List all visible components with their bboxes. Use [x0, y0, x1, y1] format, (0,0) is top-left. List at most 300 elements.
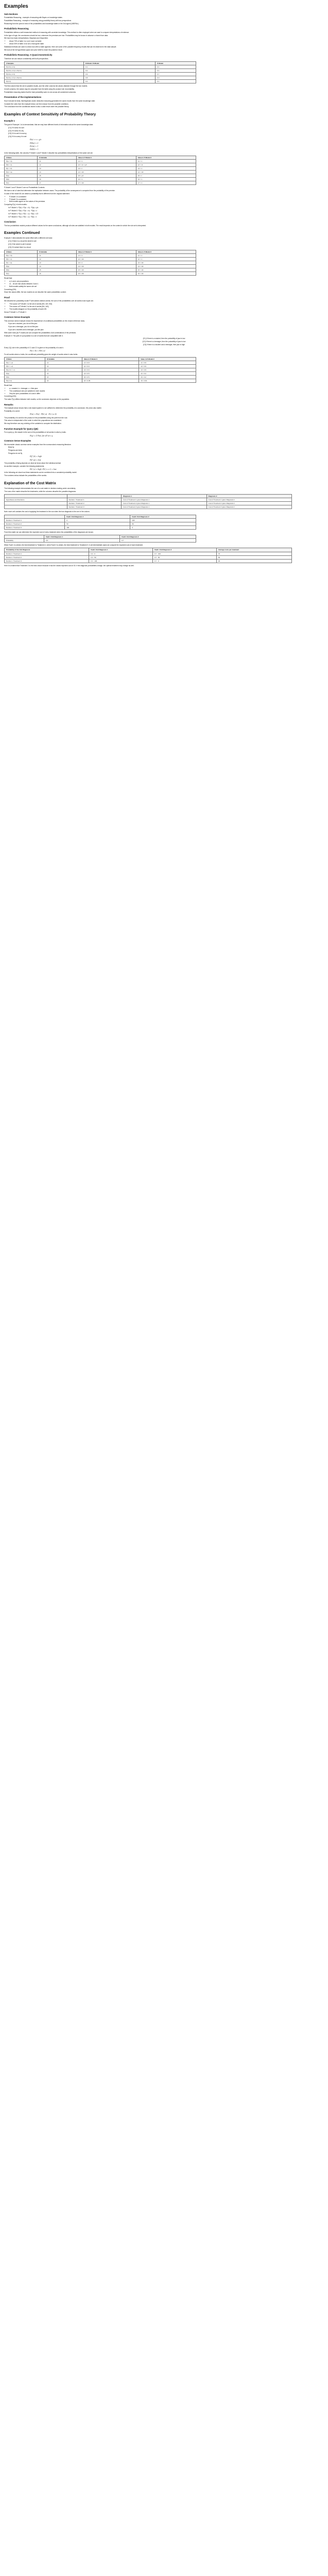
table-cell: 100 — [65, 526, 130, 529]
table-cell: 0.1 — [84, 65, 156, 69]
paragraph: We may therefore use any ordering of the variables to compute the distribution. — [4, 422, 62, 425]
table-row — [5, 163, 196, 167]
table-header-cell: Fault / Unit Diagnosis 1 — [89, 548, 153, 552]
table-cell: Hypotheses and Decisions — [5, 498, 67, 502]
list-item: • Only the prior probabilities of a and b differ — [9, 393, 324, 395]
table-cell: x6 — [38, 272, 76, 276]
rule-line: Birds fly — [8, 446, 14, 449]
paragraph: The probability of flying depends on what we know about the individual animal. — [4, 462, 61, 464]
rule-line: {C2} If the street is wet it rained — [8, 243, 31, 245]
list-item: • a = student, b = teenager, c = likes jazz — [9, 387, 324, 389]
list-item: • Both models satisfy the same rule set — [9, 285, 324, 287]
table-cell: Decision / Treatment 2 — [5, 522, 65, 526]
paragraph: Probabilistic defines a well researched method of reasoning with uncertain knowledge. This method is often employed when we want to compare interpretations of evidence. — [4, 31, 130, 33]
table-cell: Decision / Treatment 1 — [5, 518, 65, 522]
example-3-section — [4, 316, 324, 401]
list-item: • The models disagree on the probability of world W1 — [9, 308, 324, 310]
table-row — [5, 505, 292, 509]
paragraph: Recall that: — [4, 384, 12, 387]
table-cell: P(b ⇒ ¬c) — [5, 364, 45, 368]
table-cell: Decision / Treatment 1 — [67, 498, 122, 502]
table-cell — [5, 505, 67, 509]
paragraph: Since the values differ, the two models do not describe the same probabilistic context. — [4, 291, 66, 294]
formula: P(b|a) = 0 — [30, 142, 39, 144]
table-row — [5, 160, 196, 163]
table-cell: 70 — [216, 552, 291, 555]
table-cell: x2 — [38, 163, 76, 167]
implementations-heading: Presentation of the implementations — [4, 96, 42, 99]
table-cell: x6 — [38, 178, 76, 181]
table-cell: P(c) — [5, 272, 38, 276]
table-cell: Decision / Treatment 3 — [5, 526, 65, 529]
table-cell: x6 = 1 — [136, 178, 196, 181]
paragraph: Here it is evident that Treatment 3 is the best choice because it has the lowest expected cost of 30. If the diagnosis probabilities change, the optimal treatment may change as well. — [4, 564, 134, 567]
formula: P(a ⇒ b) = P(b | a) — [30, 350, 45, 352]
table-cell: 0 — [65, 518, 130, 522]
probabilistic-section — [4, 27, 324, 93]
table-cell: x2 — [45, 364, 82, 368]
list-item: • P-Model 2 is consistent — [9, 198, 324, 200]
list-item: • About 30% of table 4 not um a most given state — [9, 43, 324, 45]
table-cell: x4 = 1/2 — [76, 171, 136, 174]
table-cell: 0.1 — [156, 69, 196, 73]
rule-line: {C3} If it rained there is a cloud — [8, 246, 31, 248]
bullet-list — [9, 280, 324, 287]
table-cell: x6 = 0.01 — [139, 379, 196, 383]
table-header-cell — [5, 515, 65, 518]
paragraph: We have a set of rules that determine the implication between cases. The probability of the consequence is computed from the probability of the premise. — [4, 190, 115, 192]
table-cell: 0.7 · 50 — [153, 555, 217, 559]
table-row — [5, 73, 196, 76]
paragraph: Converting (DD): — [4, 395, 16, 398]
table-row — [5, 555, 292, 559]
table-header-row — [5, 535, 196, 539]
rule-line: If you are a teenager, you do not like jazz — [8, 326, 39, 328]
table-cell: P(a) — [5, 372, 45, 376]
example-1-heading: Example 1 — [4, 120, 15, 123]
table-cell: x1 = 0.9 — [82, 361, 139, 364]
table-header-cell: Value in P-Model 1 — [76, 250, 136, 254]
table-header-cell: Fault / Unit Diagnosis 1 — [44, 535, 120, 539]
paragraph: Probabilistic reasoning states that the total probability sums to one across all considered outcomes. — [4, 91, 76, 93]
table-row — [5, 254, 196, 258]
table-row — [5, 80, 196, 83]
formula: P(q) = Σ P(w), for all w ⊨ q — [30, 434, 53, 437]
example-5-section — [4, 439, 324, 477]
table-row — [5, 272, 196, 276]
table-header-cell: R-Variable — [45, 357, 82, 361]
table-cell: P(b) — [5, 268, 38, 272]
table-row — [5, 69, 196, 73]
table-cell: 0.3 · 50 — [89, 555, 153, 559]
table-cell: x5 — [38, 174, 76, 178]
table-header-row — [5, 515, 196, 518]
subheading: Probabilistic Reasoning: A Quasi-monotonicity — [4, 53, 53, 56]
rule-line: {C1} If there is a cloud the street is wet — [8, 240, 37, 243]
table-header-row — [5, 495, 292, 498]
table-cell: P(v=lo | x=1) — [5, 73, 84, 76]
paragraph: The value P(c) differs between both models, so the conclusion depends on the population. — [4, 398, 70, 401]
paragraph: Consider the rules from the example below; we then reason from the possible conditions. — [4, 103, 69, 105]
probabilistic-heading: Probabilistic Reasoning — [4, 27, 29, 30]
bullet-list — [9, 303, 324, 310]
cost-values-table — [4, 515, 196, 530]
table-cell: 0.7 — [156, 73, 196, 76]
sub-sections-line: Possibilities Reasoning - example of reasoning using possibility theory with two perspectives — [4, 19, 72, 22]
table-header-cell: Fault / Unit Diagnosis 2 — [153, 548, 217, 552]
table-header-cell — [5, 495, 67, 498]
paragraph: In case of the model M1 we obtain a probability that is different from the original statement. — [4, 193, 70, 195]
table-cell: x3 — [38, 167, 76, 171]
table-row — [5, 526, 196, 529]
table-cell: Probability — [5, 539, 44, 543]
model-table — [4, 156, 196, 185]
formula: {C1} If there is a student, then the probability of jazz is low — [143, 337, 185, 340]
table-cell: P(a) — [5, 174, 38, 178]
table-cell: x4 = 1/2 — [136, 171, 196, 174]
table-cell: x1 — [45, 361, 82, 364]
table-header-cell: # Rules — [5, 357, 45, 361]
sub-sections-line: Probabilistic Reasoning - example of reasoning with Bayes on knowledge states — [4, 16, 62, 19]
table-cell: 0.1 — [156, 80, 196, 83]
table-header-cell: Probability of the Unit Diagnosis — [5, 548, 89, 552]
table-cell: Cost of Treatment 1 given Diagnosis 2 — [206, 498, 291, 502]
proof-heading: Proof — [4, 296, 10, 299]
rule-line: {C3} If it is wet it is sunny — [8, 132, 27, 135]
table-cell: x1 — [38, 254, 76, 258]
table-row — [5, 76, 196, 80]
table-cell: x1 = 1 — [136, 160, 196, 163]
table-cell: P(b ⇒ c) — [5, 163, 38, 167]
probability-table — [4, 61, 196, 83]
table-cell: x5 = 1/2 — [136, 268, 196, 272]
paragraph: We describe the probability model P with sixteen distinct worlds; the sum of the probabilities over all worlds must equal one. — [4, 300, 94, 302]
table-row — [5, 261, 196, 265]
paragraph: Converting (DD): — [4, 288, 16, 291]
formula: P(w) = P(a) · P(b | a) · P(c | a, b) — [30, 413, 57, 416]
table-header-cell: # Rules — [5, 156, 38, 160]
table-cell: x1 — [38, 160, 76, 163]
table-row — [5, 65, 196, 69]
table-header-cell: Value in P-Model 1 — [76, 156, 136, 160]
table-row — [5, 379, 196, 383]
table-cell: x3 = 1 — [76, 261, 136, 265]
table-header-cell: Value in P-Model 2 — [136, 250, 196, 254]
table-header-cell: R-Model / R-Model — [84, 61, 156, 65]
table-cell: Decision / Treatment 1 — [5, 552, 89, 555]
table-header-row — [5, 61, 196, 65]
step-list — [8, 207, 324, 218]
paragraph: In both columns, the values may be computed from the table using the product rule of probability. — [4, 88, 75, 91]
formula: {C2} If there is a teenager, then the probability of jazz is low — [142, 341, 186, 343]
table-cell: x5 — [45, 376, 82, 379]
table-cell: x2 — [38, 258, 76, 261]
table-cell: Cost of Treatment 1 given Diagnosis 1 — [122, 498, 206, 502]
table-cell: x4 — [38, 171, 76, 174]
paragraph: When Fault 1 is certain, the best treatment is Treatment 1; when Fault 2 is certain, the best treatment is Treatment 3. In all intermediate cases we compute the expected cost of each treatment. — [4, 544, 144, 547]
paragraph: This value is independent of the order in which the propositions are considered. — [4, 419, 62, 422]
sub-sections-block — [4, 13, 324, 25]
table-row — [5, 181, 196, 185]
table-header-cell: Average costs per treatment — [216, 548, 291, 552]
table-cell: P(d ⇒ a) — [5, 171, 38, 174]
paragraph: The following example demonstrates the use of a cost matrix in decision making under uncertainty. — [4, 487, 76, 489]
example-3-heading: Common Sense Example — [4, 315, 30, 318]
example-4-section — [4, 403, 324, 437]
rule-line: Penguins are birds — [8, 449, 22, 452]
table-row — [5, 518, 196, 522]
table-row — [5, 502, 292, 505]
table-cell: x5 = 0.2 — [139, 376, 196, 379]
table-cell: x3 = 1/2 — [136, 261, 196, 265]
table-cell: Cost of Treatment 3 given Diagnosis 2 — [206, 505, 291, 509]
paragraph: The rows of the matrix describe the treatments, while the columns describe the possible diagnoses. — [4, 490, 76, 493]
table-cell: P(c ⇒ d) — [5, 167, 38, 171]
table-header-cell: Fault / Unit Diagnosis 1 — [65, 515, 130, 518]
paragraph: The goal of Example 1 is to demonstrate, that we may have different levels of information about the same knowledge state. — [4, 123, 94, 126]
cost-section — [4, 481, 324, 567]
table-cell: 100 — [130, 518, 196, 522]
paragraph: Recall that: — [4, 277, 12, 280]
list-item: • The source of P-Model 2 is the set of worlds {W1, W4} — [9, 306, 324, 308]
table-cell: x1 = 1 — [76, 160, 136, 163]
remarks-heading: Remarks — [4, 403, 13, 406]
table-cell: x1 = 0.9 — [139, 361, 196, 364]
table-row — [5, 178, 196, 181]
paragraph: The two probabilistic models produce different values for the same conclusions, although all rules are satisfied in both models. The result depends on the context in which the rule set is interpreted. — [4, 224, 146, 227]
paragraph: Probability of a world: — [4, 410, 20, 413]
table-header-cell: Value in P-Model 1 — [82, 357, 139, 361]
table-cell: 0.9 — [84, 73, 156, 76]
table-cell: x6 — [45, 379, 82, 383]
table-header-cell: Diagnosis 1 — [122, 495, 206, 498]
cost-heading: Explanation of the Cost Matrix — [4, 481, 56, 485]
table-cell: x4 — [38, 265, 76, 268]
table-header-row — [5, 250, 196, 254]
table-cell: 30 — [216, 559, 291, 563]
page-title: Examples — [4, 4, 28, 9]
table-cell: Decision / Treatment 2 — [5, 555, 89, 559]
paragraph: Therefore we can reason consistently with both perspectives. — [4, 57, 49, 60]
table-cell: P(x=1) — [5, 80, 84, 83]
table-cell: x3 = z — [76, 167, 136, 171]
paragraph: Statistical methods are used to check how often a state appears. Here are some of the possible frequency results that can be observed in the data sample. — [4, 45, 117, 48]
table-cell: 0.7 — [120, 539, 196, 543]
table-cell: x2 = x1 — [136, 163, 196, 167]
rule-line: Penguins do not fly — [8, 452, 23, 455]
table-cell: Cost of Treatment 2 given Diagnosis 2 — [206, 502, 291, 505]
table-header-cell: # Samples — [5, 61, 84, 65]
formula: P(d|b) = 1 — [30, 148, 39, 151]
list-item: • About 70% of table 4 or um it more not table — [9, 40, 324, 42]
table-cell: x7 = 1 — [136, 181, 196, 185]
table-header-row — [5, 156, 196, 160]
table-cell: P(c ⇒ a) — [5, 261, 38, 265]
table-cell: x4 = 0.2 — [139, 372, 196, 376]
table-cell: x3 — [45, 368, 82, 372]
table-cell: 0.7 · 0 — [153, 559, 217, 563]
table-row — [5, 539, 196, 543]
paragraph: The first column lists the set of possible results, and the other columns list values obtained through the two models. — [4, 85, 88, 88]
paragraph: The example above shows that a rule-based system is not sufficient to determine the probability of a conclusion; the priors also matter. — [4, 407, 102, 410]
table-row — [5, 498, 292, 502]
paragraph: In the following we show how these statements can be combined into a consistent probability model. — [4, 471, 77, 474]
table-cell: 0.7 · 100 — [153, 552, 217, 555]
table-row — [5, 258, 196, 261]
table-cell: P(a ⇒ b) — [5, 160, 38, 163]
table-cell: 50 — [65, 522, 130, 526]
table-row — [5, 174, 196, 178]
paragraph: We have two basic interpretations: Bayesian and frequentist. — [4, 37, 48, 40]
paragraph: Every C(l) rule in the probability of C1 and C2 is given in the probability of a and b. — [4, 346, 64, 349]
table-cell: x4 = 1/3 — [76, 265, 136, 268]
table-header-cell: R-Variable — [38, 156, 76, 160]
table-row — [5, 171, 196, 174]
table-cell: x5 — [38, 268, 76, 272]
table-cell: x4 — [45, 372, 82, 376]
paragraph: We reconsider classic common sense examples from the nonmonotonic reasoning literature. — [4, 443, 72, 446]
table-cell: 0.8 — [84, 76, 156, 80]
rule-line: If you are a student, you do not like jazz — [8, 323, 38, 325]
table-cell: 0.3 · 0 — [89, 552, 153, 555]
table-cell: 0.4 — [84, 80, 156, 83]
bullet-list — [9, 196, 324, 203]
paragraph: Example 3: The path of a proposition is a set of worlds that are compatible with it. — [4, 334, 63, 337]
table-row — [5, 167, 196, 171]
rule-line: {C1} If it rains it is wet — [8, 126, 24, 129]
list-item: • P-Model 1 is consistent — [9, 196, 324, 198]
table-cell: x2 = 1 — [136, 258, 196, 261]
paragraph: As another example, consider the following statements: — [4, 465, 45, 467]
paragraph: The numbers below indicate the probabilities of the worlds. — [4, 474, 47, 477]
table-cell — [5, 502, 67, 505]
common-sense-heading: Common Sense Examples — [4, 439, 31, 442]
table-cell: x6 = 1 — [76, 178, 136, 181]
query-heading: Function Example for Query (QE) — [4, 427, 39, 430]
paragraph: For a query q, the answer is the sum of the probabilities of all worlds in which q holds. — [4, 431, 66, 434]
table-cell: Decision / Treatment 3 — [5, 559, 89, 563]
table-cell: x5 = 0.5 — [82, 376, 139, 379]
formula: {C3} If there is a student and a teenager, then jazz is high — [143, 344, 185, 346]
table-header-cell: Diagnosis 2 — [206, 495, 291, 498]
table-cell: P(a ⇒ ¬c) — [5, 361, 45, 364]
paragraph: For all worlds where a holds, the conditional probability gives the weight of worlds where b also holds. — [4, 353, 78, 355]
table-cell: x2 = x1 = y/z — [76, 163, 136, 167]
table-cell: 0.3 · 100 — [89, 559, 153, 563]
paragraph: From this matrix we can determine the expected cost of every treatment when the probabilities of the diagnoses are known. — [4, 531, 94, 533]
table-cell: P(v=hi | x=1) ∧ P(x=1) — [5, 69, 84, 73]
model-table — [4, 250, 196, 276]
table-cell: P(b ⇒ c) — [5, 258, 38, 261]
formula: P(f | p) = low — [30, 459, 41, 461]
table-header-cell: Value in P-Model 2 — [139, 357, 196, 361]
bullet-list — [9, 387, 324, 395]
table-cell: x6 = 1/2 — [136, 272, 196, 276]
rule-line: {C4} If it is sunny it is wet — [8, 135, 27, 138]
table-header-cell: Fault / Unit Diagnosis 2 — [130, 515, 196, 518]
table-cell: P(b) — [5, 376, 45, 379]
table-cell: x2 = 0.9 — [82, 364, 139, 368]
table-row — [5, 268, 196, 272]
table-row — [5, 552, 292, 555]
paragraph: Note: each cell contains the cost of applying the treatment in the row when the true diagnosis is the one in the column. — [4, 511, 90, 513]
paragraph: In the following table, the columns P-Model 1 and P-Model 2 describe two probabilistic interpretations of the same rule set. — [4, 151, 93, 154]
table-cell: P(a ∧ b) — [5, 379, 45, 383]
table-cell: 50 — [216, 555, 291, 559]
table-cell: Cost of Treatment 2 given Diagnosis 1 — [122, 502, 206, 505]
step-line: In P-Model 2: P(c) = P(b ⇒ c) · P(b) = 1 — [8, 215, 37, 218]
table-cell: x7 — [38, 181, 76, 185]
formula: P(a) = x = y/z — [30, 139, 42, 141]
paragraph: The probability of a world is the product of the probabilities along the path from the root. — [4, 416, 68, 419]
rule-list — [8, 446, 324, 454]
example-2-heading: Examples Continued — [4, 231, 40, 235]
paragraph: P-Model 1 and P-Model 2 are not Probabilistic Contexts — [4, 187, 45, 189]
paragraph: Example 2 demonstrates the same effect with a different rule base. — [4, 237, 53, 240]
table-cell: x1 = 1 — [76, 254, 136, 258]
table-cell: Cost of Treatment 3 given Diagnosis 1 — [122, 505, 206, 509]
formula: P(f | b) = high — [30, 455, 42, 458]
paragraph: The conclusion from the conditional values is also a valid result under the possible theory. — [4, 106, 70, 108]
table-row — [5, 368, 196, 372]
table-cell: 0 — [130, 526, 196, 529]
table-cell: P(v=hi | x=1) — [5, 65, 84, 69]
table-cell: P(b) — [5, 178, 38, 181]
formula: P(t | s) = high, P(t | s ∧ r) = low — [30, 468, 57, 471]
step-line: In P-Model 1: P(b) = P(a ⇒ b) · P(a) = y/z — [8, 207, 39, 209]
table-cell: x5 = z — [136, 174, 196, 178]
list-item: • a, b and c are propositions — [9, 280, 324, 282]
list-item: • Both models agree on the values of the premises — [9, 200, 324, 202]
context-section — [4, 112, 324, 227]
implementations-section — [4, 96, 324, 108]
table-cell: x6 = 0.05 — [82, 379, 139, 383]
table-cell: x6 = 1/6 — [76, 272, 136, 276]
sub-sections-line: Reasoning from the point of view of the probabilities and knowledge states in the 2nd agent (LIBERAL) — [4, 22, 79, 25]
table-header-row — [5, 357, 196, 361]
table-row — [5, 372, 196, 376]
list-item: • The conditional rules are satisfied in both models — [9, 390, 324, 392]
step-line: In P-Model 2: P(b) = P(a ⇒ b) · P(a) = z — [8, 209, 37, 212]
rule-list — [8, 240, 324, 248]
table-header-row — [5, 548, 292, 552]
bullet-list — [9, 40, 324, 45]
table-cell: P(a) — [5, 265, 38, 268]
table-header-cell — [5, 535, 44, 539]
rule-line: {C2} If it rains it is dry — [8, 129, 24, 132]
table-header-cell: # Rules — [5, 250, 38, 254]
formula: P(c|a) = 1 — [30, 145, 39, 148]
table-cell: 0.3 — [156, 76, 196, 80]
conclusion-heading: Conclusion — [4, 220, 16, 223]
paragraph: With some tools (as P-model) we can compute the probabilities of all combinations of the premises. — [4, 331, 76, 334]
table-cell: P(v=lo | x=1) ∧ P(x=1) — [5, 76, 84, 80]
table-cell: Decision / Treatment 3 — [67, 505, 122, 509]
sub-sections-heading: Sub-Sections — [4, 12, 18, 15]
table-row — [5, 559, 292, 563]
table-cell: 0.1 — [156, 65, 196, 69]
table-header-cell — [67, 495, 122, 498]
table-header-cell: R-Variable — [38, 250, 76, 254]
table-cell: x2 = 0.9 — [139, 364, 196, 368]
rule-list — [8, 127, 324, 138]
table-cell: x3 = 0.9 — [82, 368, 139, 372]
model-table — [4, 357, 196, 383]
table-row — [5, 364, 196, 368]
table-header-cell: Value in P-Model 2 — [136, 156, 196, 160]
table-cell: 50 — [130, 522, 196, 526]
table-cell: x1 = 1 — [136, 254, 196, 258]
